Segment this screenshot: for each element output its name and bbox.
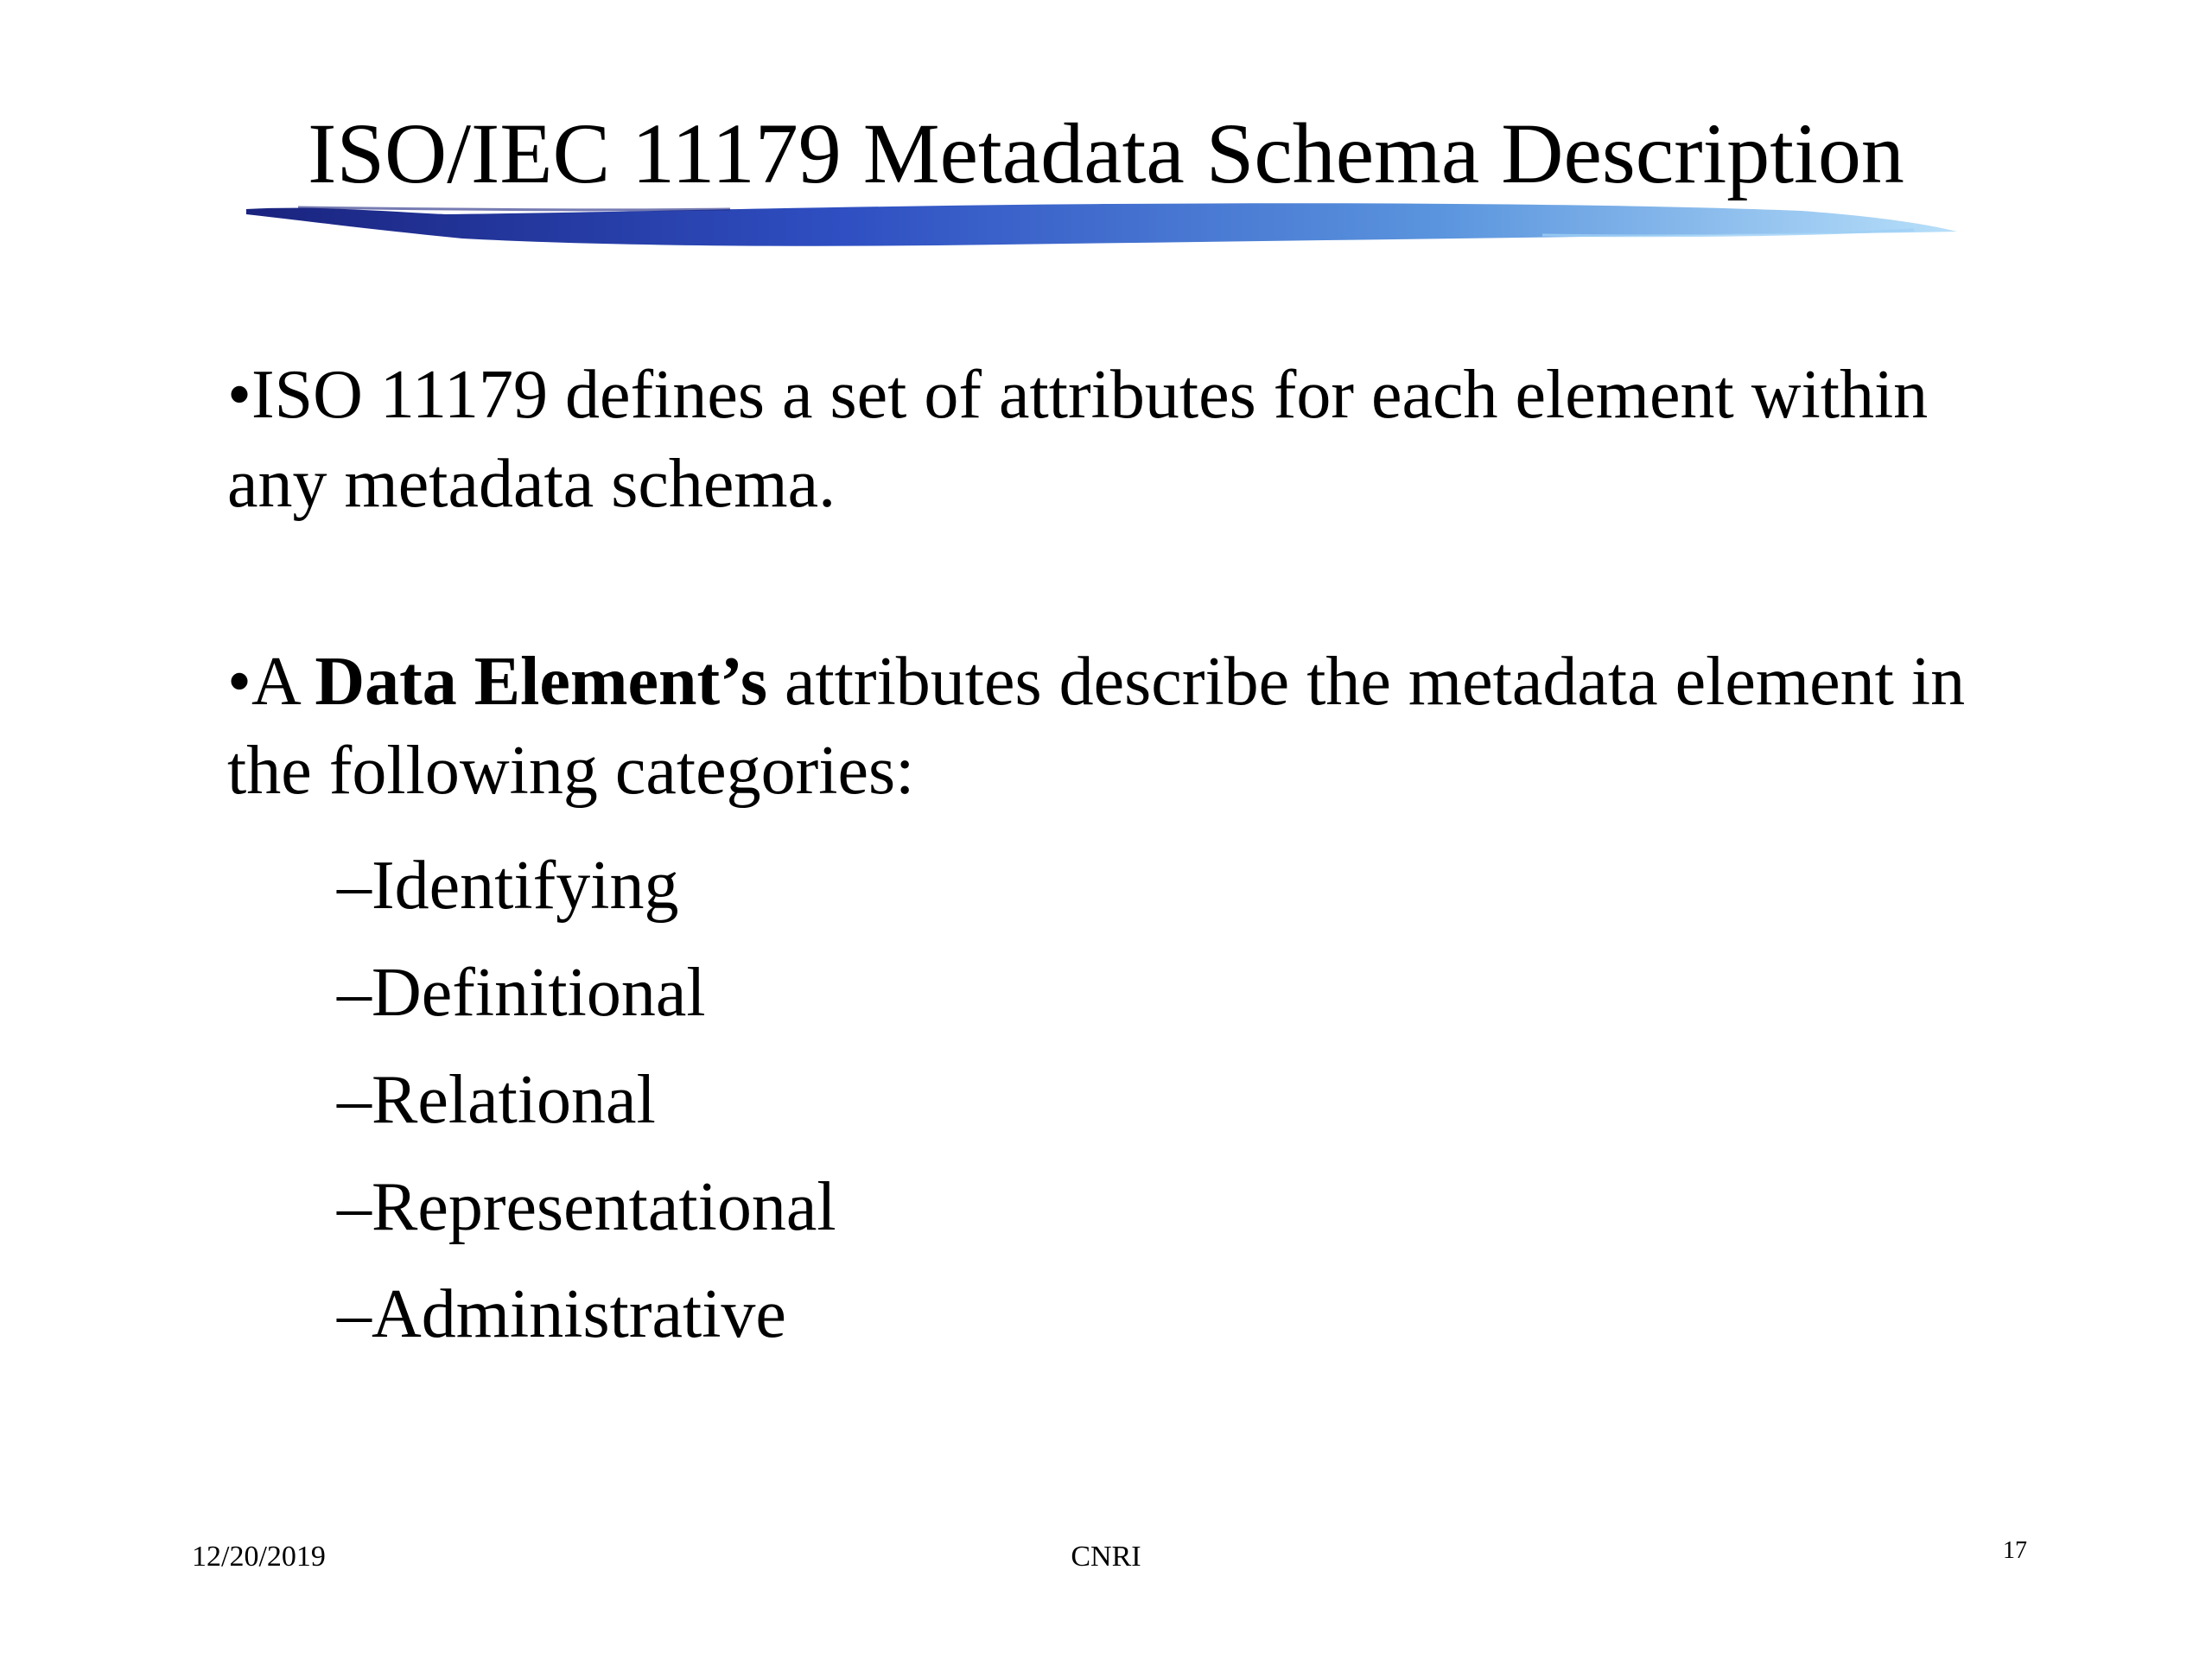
category-item: –Identifying — [337, 848, 679, 924]
bullet-marker: • — [227, 357, 252, 433]
category-list — [337, 832, 836, 1368]
title-brush-underline — [246, 197, 1957, 257]
slide-title: ISO/IEC 11179 Metadata Schema Description — [308, 105, 1904, 201]
category-item: –Administrative — [337, 1276, 786, 1352]
bullet-prefix: A — [251, 644, 315, 720]
category-item: –Representational — [337, 1169, 836, 1245]
bullet-suffix: attributes describe the metadata element in the following categories: — [227, 644, 1966, 809]
bullet-text: ISO 11179 defines a set of attributes for each element within any metadata schema. — [227, 357, 1929, 522]
bullet-iso-11179 — [227, 351, 2007, 529]
footer-date: 12/20/2019 — [192, 1541, 326, 1573]
category-item: –Relational — [337, 1062, 656, 1138]
category-item: –Definitional — [337, 955, 706, 1031]
bullet-bold-term: Data Element’s — [315, 644, 767, 720]
bullet-marker: • — [227, 644, 252, 720]
footer-organization: CNRI — [1071, 1541, 1141, 1573]
bullet-data-element — [227, 638, 2007, 816]
footer-page-number: 17 — [2003, 1537, 2027, 1564]
